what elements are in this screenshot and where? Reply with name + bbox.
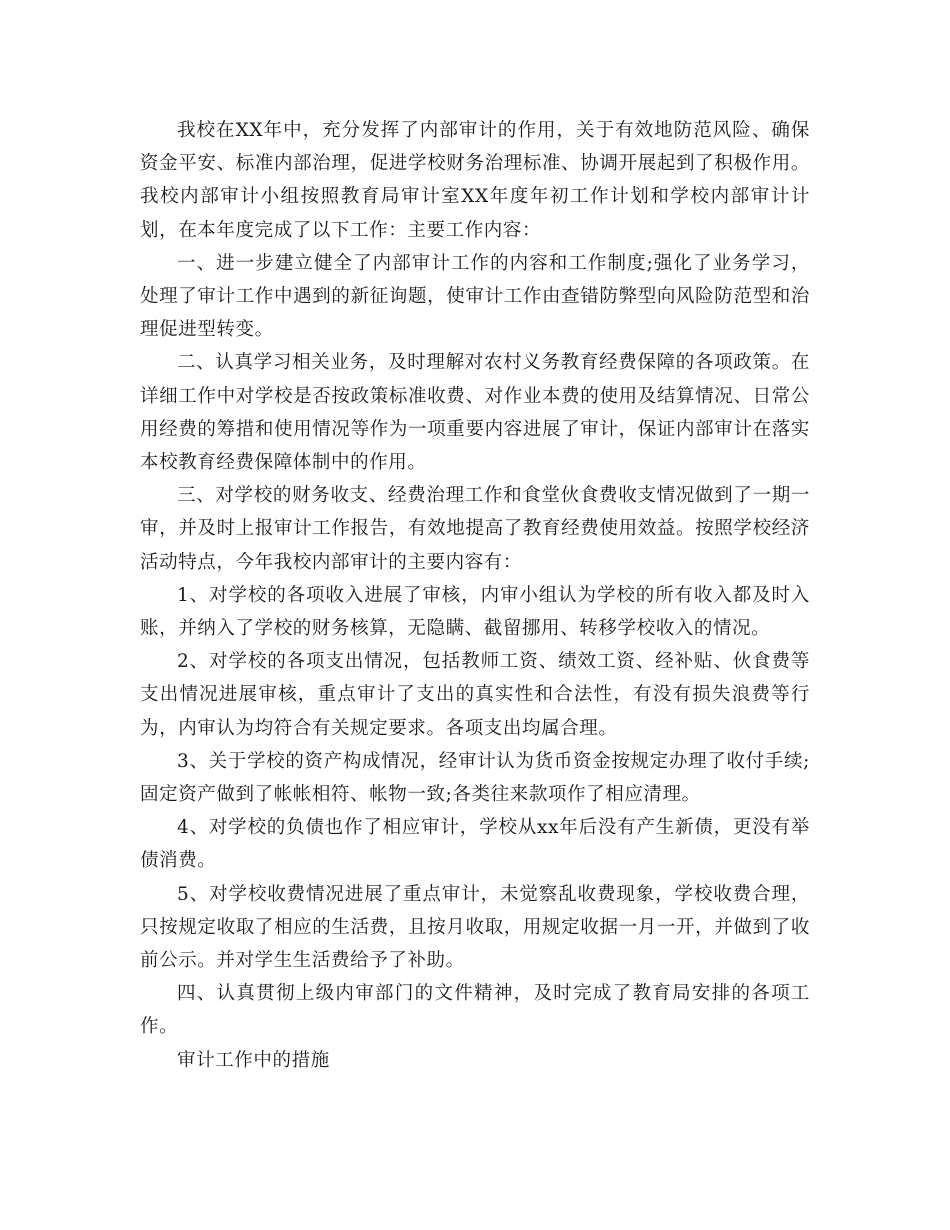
document-body: [140, 114, 810, 1077]
paragraph-subitem-3: 3、关于学校的资产构成情况，经审计认为货币资金按规定办理了收付手续;固定资产做到了帐帐相符、帐物一致;各类往来款项作了相应清理。: [140, 750, 810, 806]
paragraph-item-4: 四、认真贯彻上级内审部门的文件精神，及时完成了教育局安排的各项工作。: [140, 983, 810, 1038]
paragraph-item-2: 二、认真学习相关业务，及时理解对农村义务教育经费保障的各项政策。在详细工作中对学校是否按政策标准收费、对作业本费的使用及结算情况、日常公用经费的筹措和使用情况等作为一项重要内容进展了审计，保证内部审计在落实本校教育经费保障体制中的作用。: [140, 352, 810, 474]
section-heading-measures: 审计工作中的措施: [177, 1049, 330, 1071]
paragraph-subitem-1: 1、对学校的各项收入进展了审核，内审小组认为学校的所有收入都及时入账，并纳入了学校的财务核算，无隐瞒、截留挪用、转移学校收入的情况。: [140, 584, 810, 640]
paragraph-item-1: 一、进一步建立健全了内部审计工作的内容和工作制度;强化了业务学习，处理了审计工作中遇到的新征询题，使审计工作由查错防弊型向风险防范型和治理促进型转变。: [140, 252, 810, 341]
paragraph-item-3: 三、对学校的财务收支、经费治理工作和食堂伙食费收支情况做到了一期一审，并及时上报审计工作报告，有效地提高了教育经费使用效益。按照学校经济活动特点，今年我校内部审计的主要内容有：: [140, 485, 810, 573]
paragraph-subitem-4: 4、对学校的负债也作了相应审计，学校从xx年后没有产生新债，更没有举债消费。: [140, 817, 810, 872]
paragraph-intro: 我校在XX年中，充分发挥了内部审计的作用，关于有效地防范风险、确保资金平安、标准内部治理，促进学校财务治理标准、协调开展起到了积极作用。我校内部审计小组按照教育局审计室XX年度年初工作计划和学校内部审计计划，在本年度完成了以下工作：主要工作内容：: [140, 120, 810, 241]
paragraph-subitem-2: 2、对学校的各项支出情况，包括教师工资、绩效工资、经补贴、伙食费等支出情况进展审核，重点审计了支出的真实性和合法性，有没有损失浪费等行为，内审认为均符合有关规定要求。各项支出均属合理。: [140, 651, 810, 739]
paragraph-subitem-5: 5、对学校收费情况进展了重点审计，未觉察乱收费现象，学校收费合理，只按规定收取了相应的生活费，且按月收取，用规定收据一月一开，并做到了收前公示。并对学生生活费给予了补助。: [140, 883, 810, 972]
